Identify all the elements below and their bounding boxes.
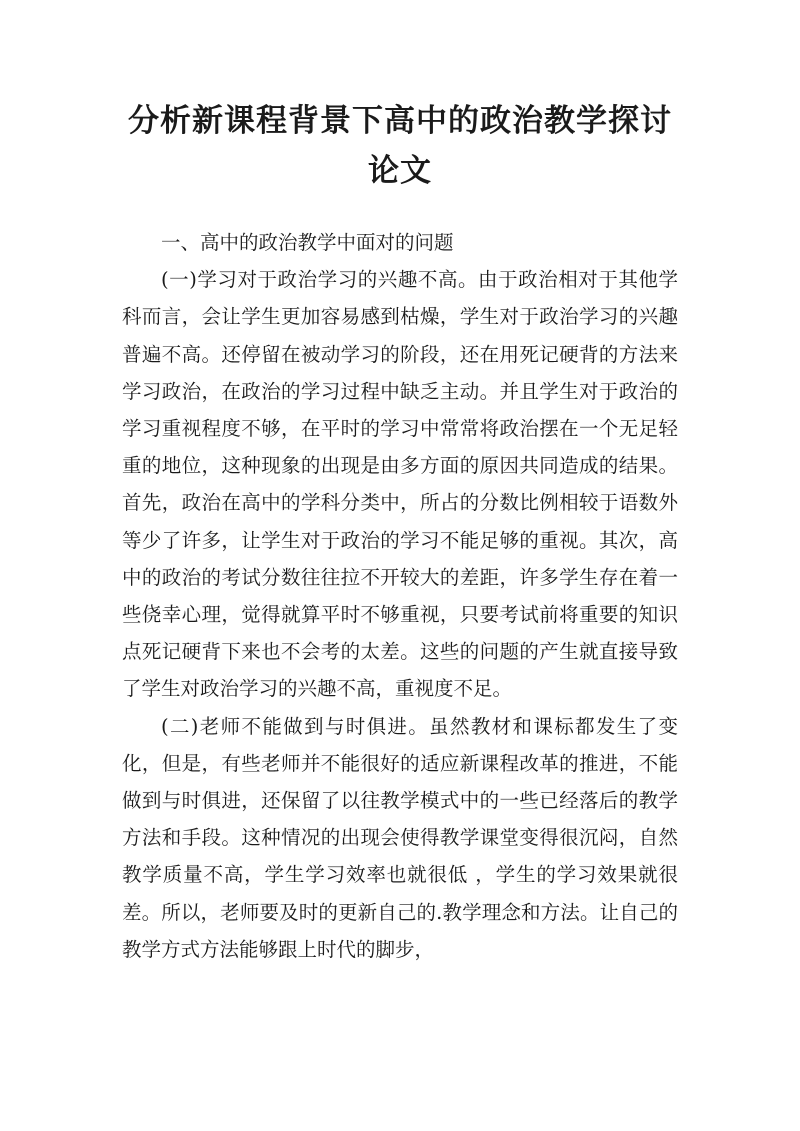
paragraph: (一)学习对于政治学习的兴趣不高。由于政治相对于其他学科而言，会让学生更加容易感到枯燥，学生对于政治学习的兴趣普遍不高。还停留在被动学习的阶段，还在用死记硬背的方法来学习政治，在政治的学习过程中缺乏主动。并且学生对于政治的学习重视程度不够，在平时的学习中常常将政治摆在一个无足轻重的地位，这种现象的出现是由多方面的原因共同造成的结果。首先，政治在高中的学科分类中，所占的分数比例相较于语数外等少了许多，让学生对于政治的学习不能足够的重视。其次，高中的政治的考试分数往往拉不开较大的差距，许多学生存在着一些侥幸心理，觉得就算平时不够重视，只要考试前将重要的知识点死记硬背下来也不会考的太差。这些的问题的产生就直接导致了学生对政治学习的兴趣不高，重视度不足。	[122, 268, 678, 701]
paragraph: (二)老师不能做到与时俱进。虽然教材和课标都发生了变化，但是，有些老师并不能很好的适应新课程改革的推进，不能做到与时俱进，还保留了以往教学模式中的一些已经落后的教学方法和手段。这种情况的出现会使得教学课堂变得很沉闷，自然教学质量不高，学生学习效率也就很低 ，学生的学习效果就很差。所以，老师要及时的更新自己的.教学理念和方法。让自己的教学方式方法能够跟上时代的脚步，	[122, 714, 678, 961]
document-title: 分析新课程背景下高中的政治教学探讨论文	[128, 103, 672, 189]
document-body	[122, 224, 678, 968]
section-heading: 一、高中的政治教学中面对的问题	[161, 231, 454, 254]
